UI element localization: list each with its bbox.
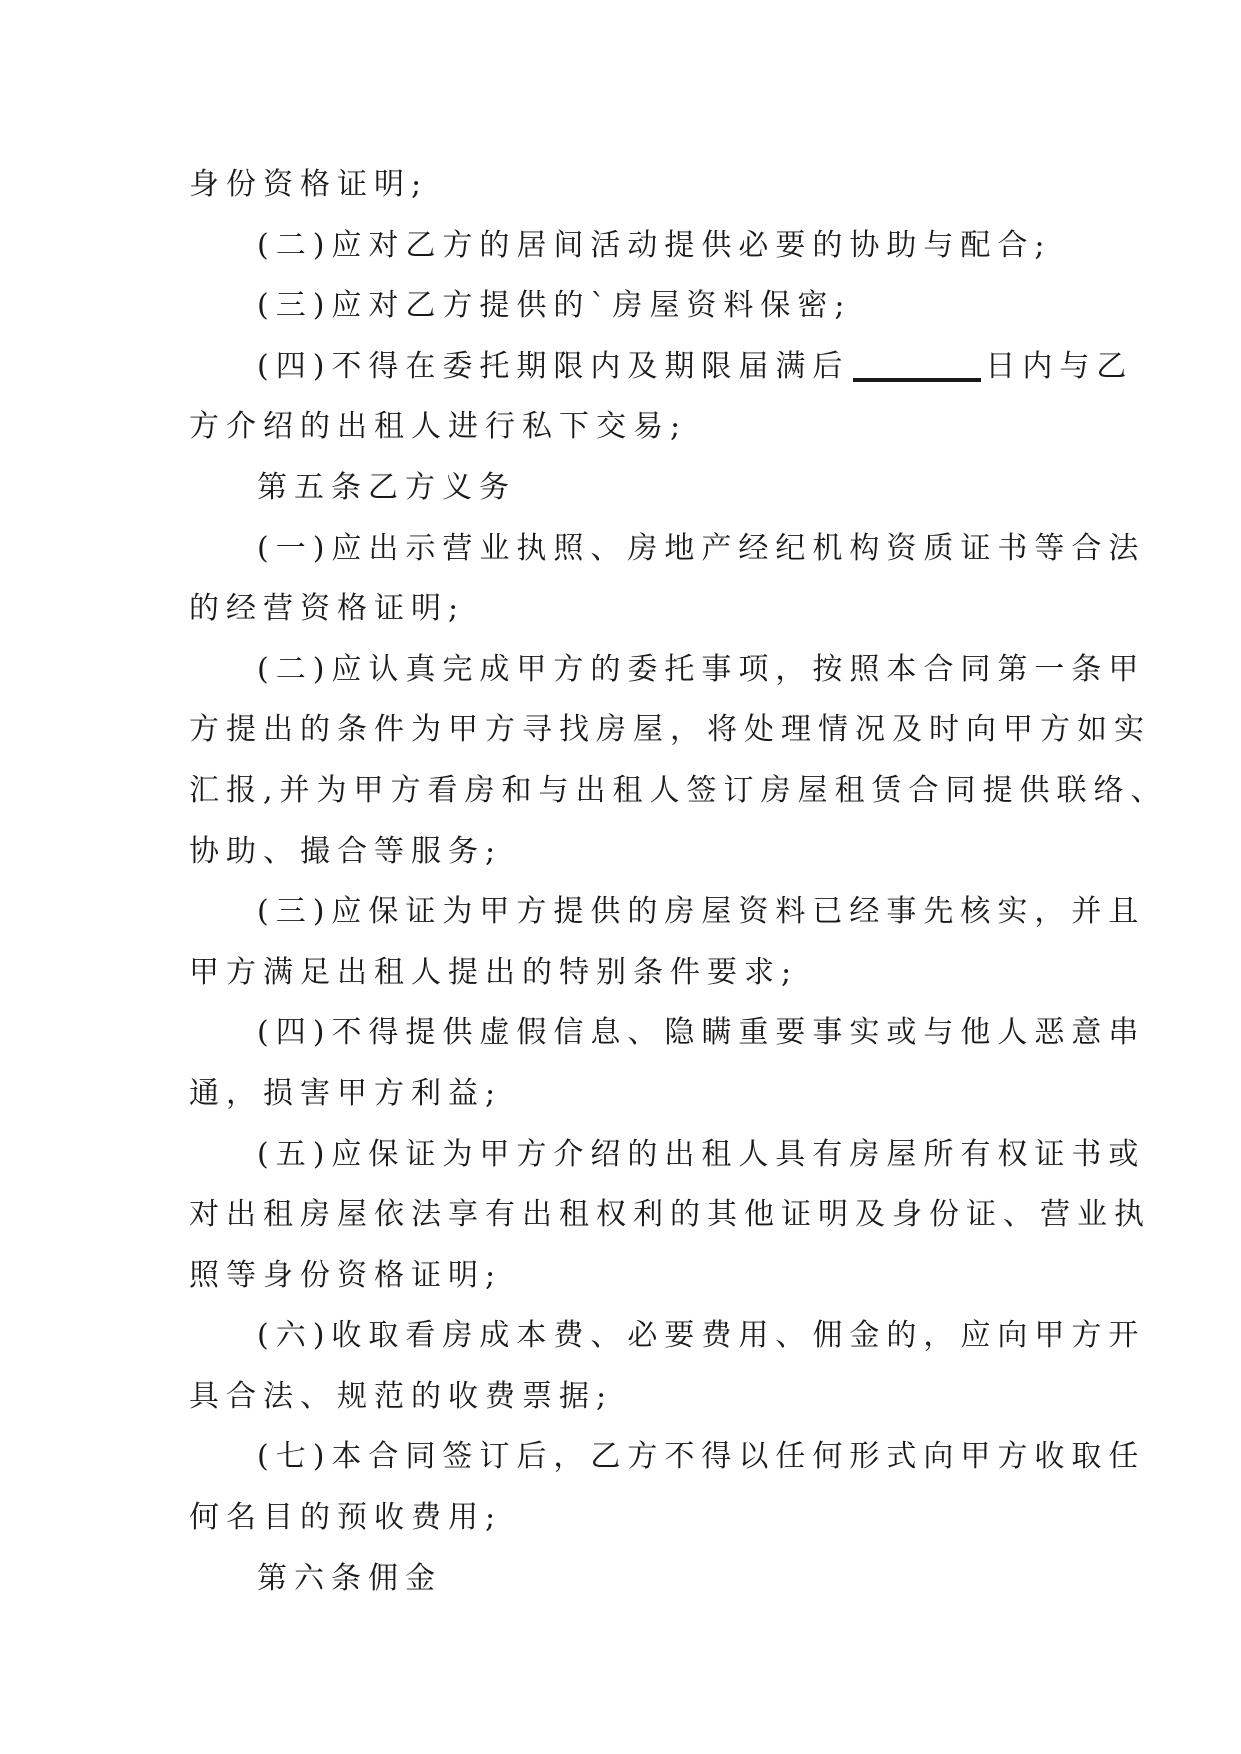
line-text: 汇报,并为甲方看房和与出租人签订房屋租赁合同提供联络、: [189, 772, 1168, 808]
text-line: [189, 943, 1054, 1004]
fill-in-blank: [853, 348, 981, 382]
line-text: 具合法、规范的收费票据;: [189, 1378, 614, 1414]
line-text: (三)应对乙方提供的`房屋资料保密;: [257, 288, 852, 324]
line-text: 方提出的条件为甲方寻找房屋，将处理情况及时向甲方如实: [189, 712, 1151, 748]
text-line: [189, 397, 1054, 458]
line-text: 身份资格证明;: [189, 167, 429, 202]
text-line: [189, 1367, 1054, 1428]
text-line: [189, 519, 1146, 580]
line-text: 的经营资格证明;: [189, 591, 466, 627]
text-line: [189, 1246, 1054, 1307]
text-line: [189, 155, 1054, 216]
text-line: [189, 761, 1168, 822]
section-heading: [189, 1549, 1054, 1610]
line-text: (二)应认真完成甲方的委托事项，按照本合同第一条甲: [257, 651, 1146, 687]
text-line: [189, 640, 1146, 701]
line-text: 照等身份资格证明;: [189, 1257, 503, 1293]
text-line: [189, 1488, 1054, 1549]
line-text-after-blank: 日内与乙: [985, 348, 1134, 384]
text-line: [189, 1003, 1146, 1064]
text-line: [189, 1306, 1146, 1367]
line-text: 通，损害甲方利益;: [189, 1075, 503, 1111]
line-text: 何名目的预收费用;: [189, 1500, 503, 1536]
contract-text-block: [189, 155, 1168, 1609]
line-text: 方介绍的出租人进行私下交易;: [189, 409, 688, 445]
line-text: (六)收取看房成本费、必要费用、佣金的，应向甲方开: [257, 1318, 1146, 1354]
text-line: [189, 337, 1134, 398]
text-line: [189, 276, 1054, 337]
text-line: [189, 1125, 1146, 1186]
line-text: 协助、撮合等服务;: [189, 833, 503, 869]
line-text: (四)不得在委托期限内及期限届满后: [257, 348, 850, 384]
heading-text: 第六条佣金: [257, 1560, 442, 1596]
text-line: [189, 216, 1054, 277]
line-text: 甲方满足出租人提出的特别条件要求;: [189, 954, 799, 990]
text-line: [189, 822, 1054, 883]
line-text: (五)应保证为甲方介绍的出租人具有房屋所有权证书或: [257, 1136, 1146, 1172]
line-text: (三)应保证为甲方提供的房屋资料已经事先核实，并且: [257, 894, 1146, 930]
text-line: [189, 1427, 1146, 1488]
line-text: 对出租房屋依法享有出租权利的其他证明及身份证、营业执: [189, 1197, 1151, 1233]
section-heading: [189, 458, 1054, 519]
text-line: [189, 1064, 1054, 1125]
text-line: [189, 579, 1054, 640]
line-text: (七)本合同签订后，乙方不得以任何形式向甲方收取任: [257, 1439, 1146, 1475]
line-text: (二)应对乙方的居间活动提供必要的协助与配合;: [257, 227, 1052, 263]
text-line: [189, 700, 1151, 761]
line-text: (四)不得提供虚假信息、隐瞒重要事实或与他人恶意串: [257, 1015, 1146, 1051]
line-text: (一)应出示营业执照、房地产经纪机构资质证书等合法: [257, 530, 1146, 566]
heading-text: 第五条乙方义务: [257, 469, 516, 505]
text-line: [189, 1185, 1151, 1246]
text-line: [189, 882, 1146, 943]
